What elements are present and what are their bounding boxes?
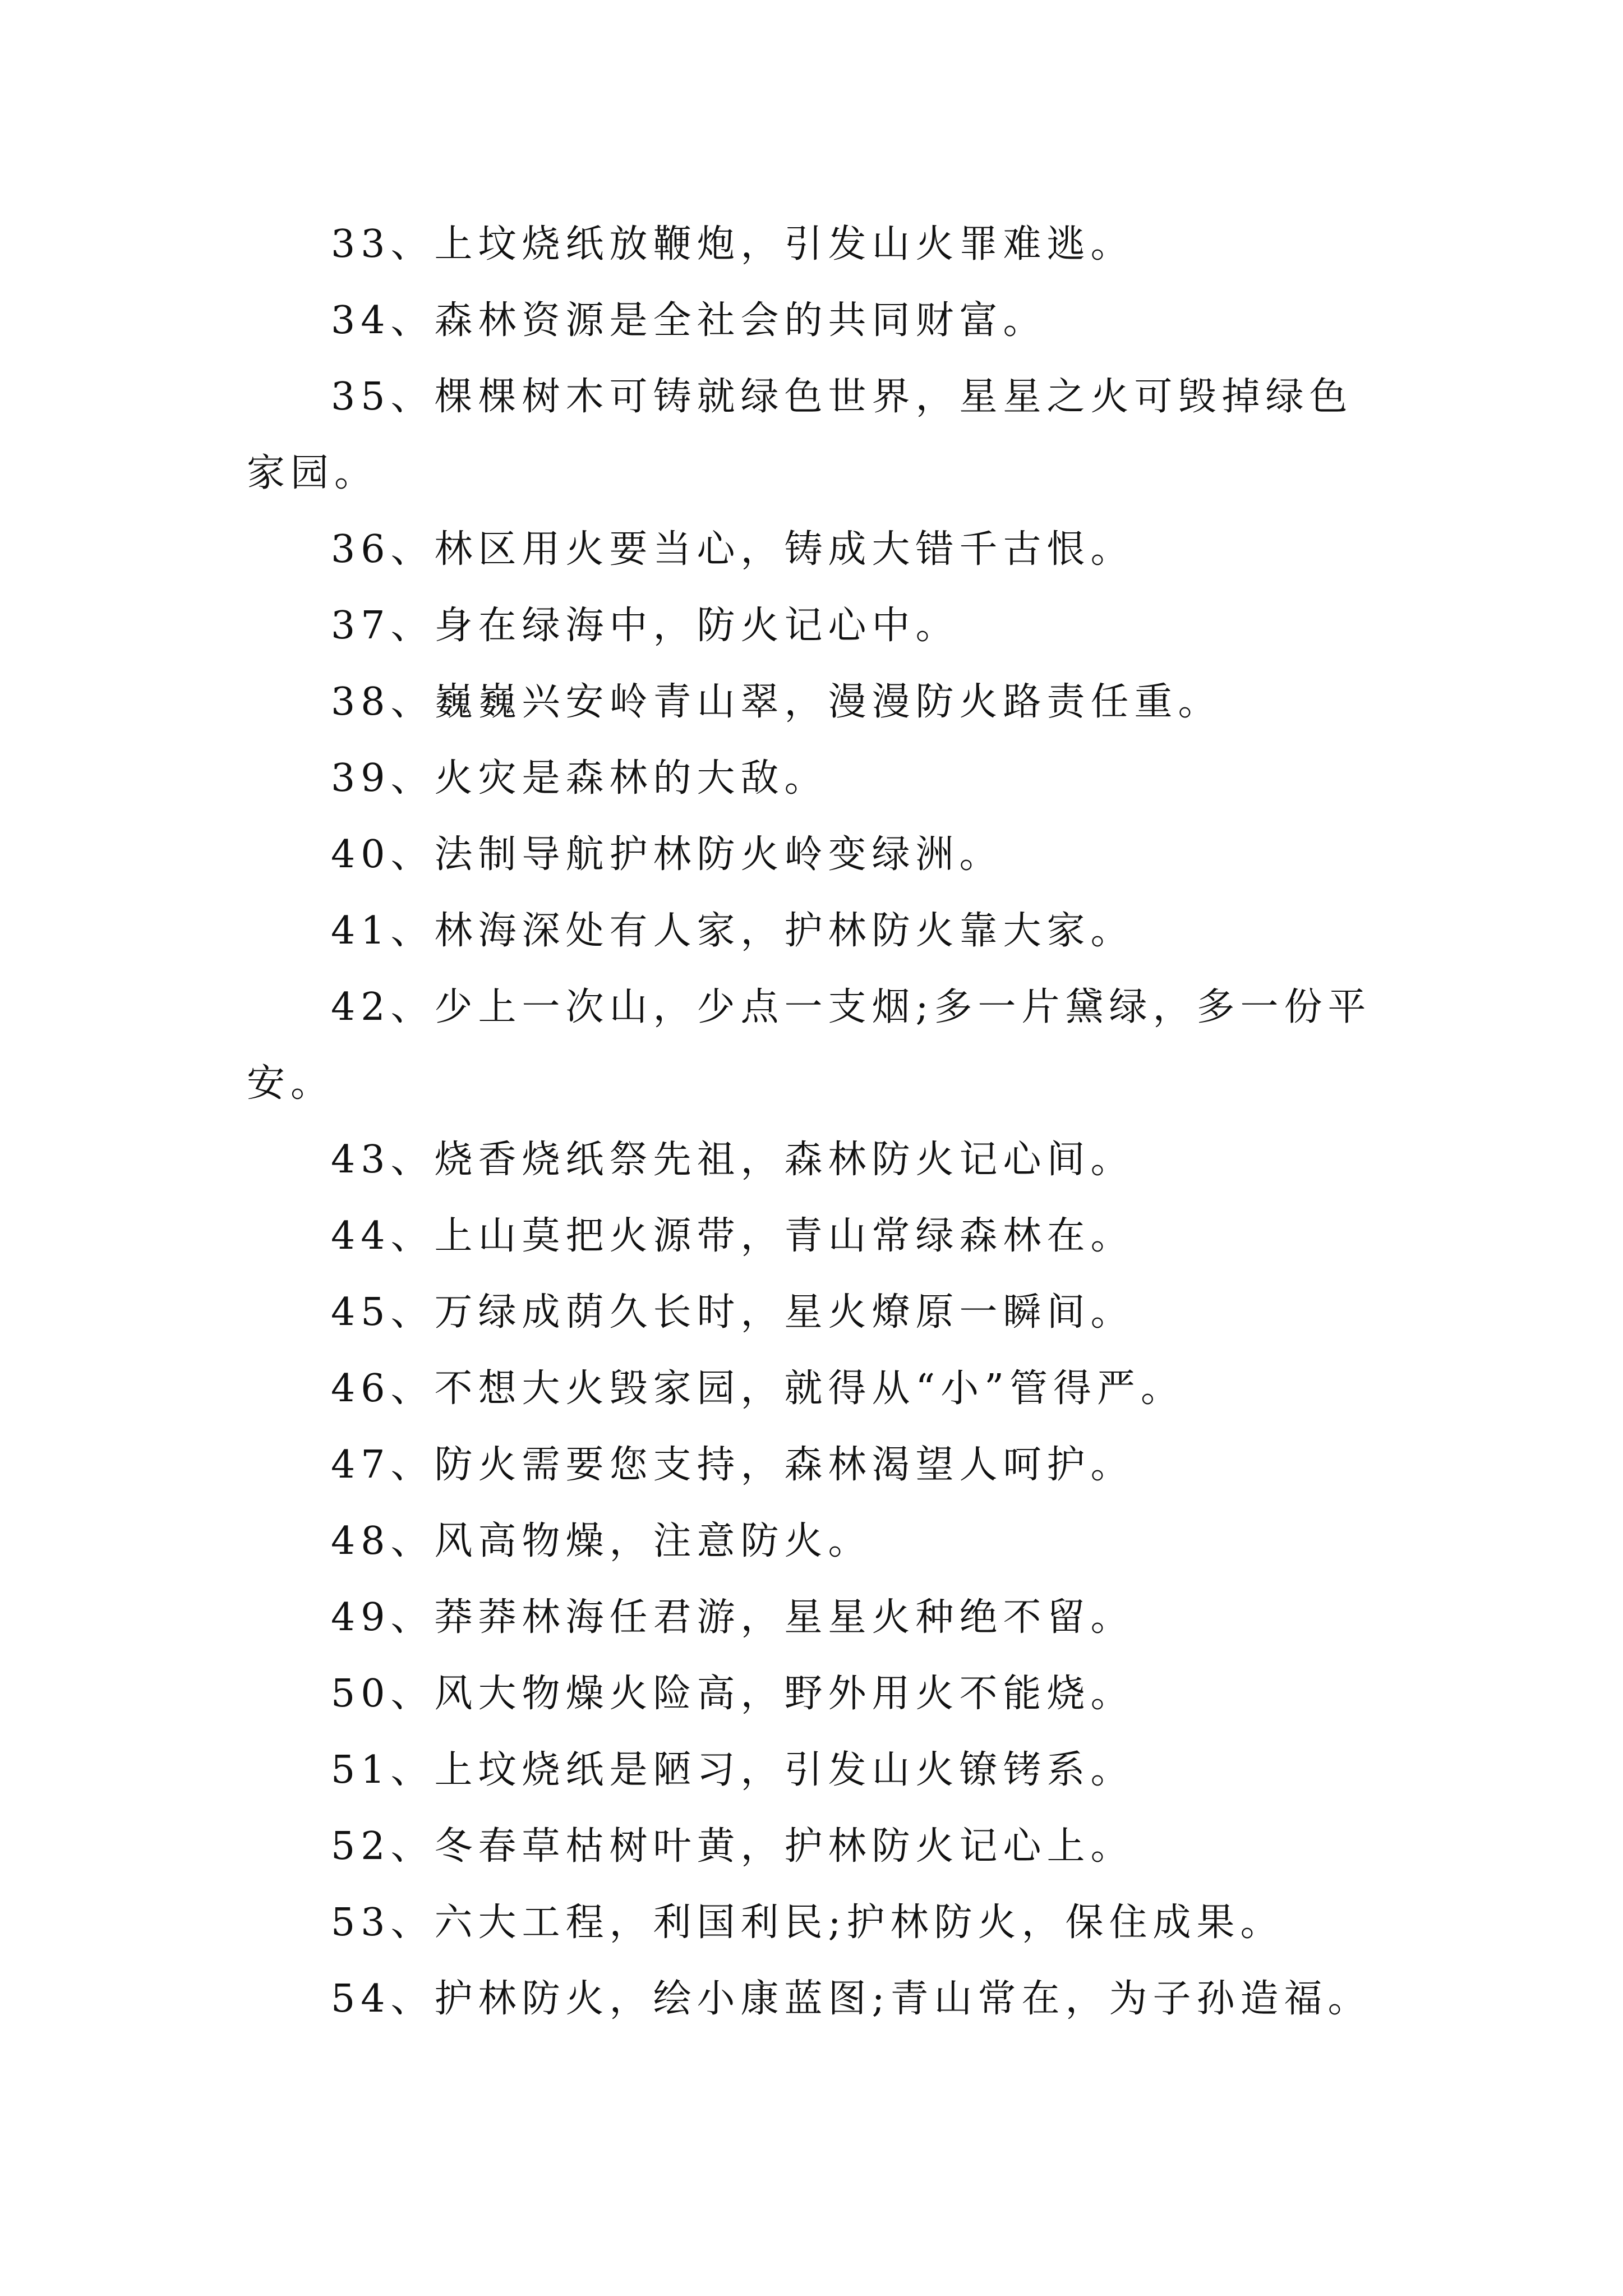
slogan-38: 38、巍巍兴安岭青山翠，漫漫防火路责任重。 (331, 680, 1222, 724)
slogan-35: 35、棵棵树木可铸就绿色世界，星星之火可毁掉绿色家园。 (247, 375, 1353, 495)
slogan-49: 49、莽莽林海任君游，星星火种绝不留。 (331, 1595, 1135, 1640)
slogan-34: 34、森林资源是全社会的共同财富。 (331, 298, 1047, 343)
slogan-37: 37、身在绿海中，防火记心中。 (331, 604, 960, 648)
slogan-52: 52、冬春草枯树叶黄，护林防火记心上。 (331, 1824, 1135, 1869)
slogan-43: 43、烧香烧纸祭先祖，森林防火记心间。 (331, 1138, 1135, 1182)
slogan-50: 50、风大物燥火险高，野外用火不能烧。 (331, 1672, 1135, 1716)
slogan-48: 48、风高物燥，注意防火。 (331, 1519, 872, 1563)
slogan-51: 51、上坟烧纸是陋习，引发山火镣铐系。 (331, 1748, 1135, 1792)
document-body (247, 206, 1380, 2037)
slogan-40: 40、法制导航护林防火岭变绿洲。 (331, 832, 1003, 877)
slogan-44: 44、上山莫把火源带，青山常绿森林在。 (331, 1214, 1135, 1258)
slogan-41: 41、林海深处有人家，护林防火靠大家。 (331, 909, 1135, 953)
slogan-33: 33、上坟烧纸放鞭炮，引发山火罪难逃。 (331, 222, 1135, 266)
slogan-45: 45、万绿成荫久长时，星火燎原一瞬间。 (331, 1290, 1135, 1335)
slogan-47: 47、防火需要您支持，森林渴望人呵护。 (331, 1443, 1135, 1487)
slogan-46: 46、不想大火毁家园，就得从“小”管得严。 (331, 1366, 1185, 1411)
slogan-39: 39、火灾是森林的大敌。 (331, 756, 828, 800)
slogan-42: 42、少上一次山，少点一支烟;多一片黛绿，多一份平安。 (247, 985, 1372, 1106)
slogan-54: 54、护林防火，绘小康蓝图;青山常在，为子孙造福。 (331, 1977, 1372, 2021)
slogan-36: 36、林区用火要当心，铸成大错千古恨。 (331, 527, 1135, 572)
slogan-53: 53、六大工程，利国利民;护林防火，保住成果。 (331, 1901, 1284, 1945)
